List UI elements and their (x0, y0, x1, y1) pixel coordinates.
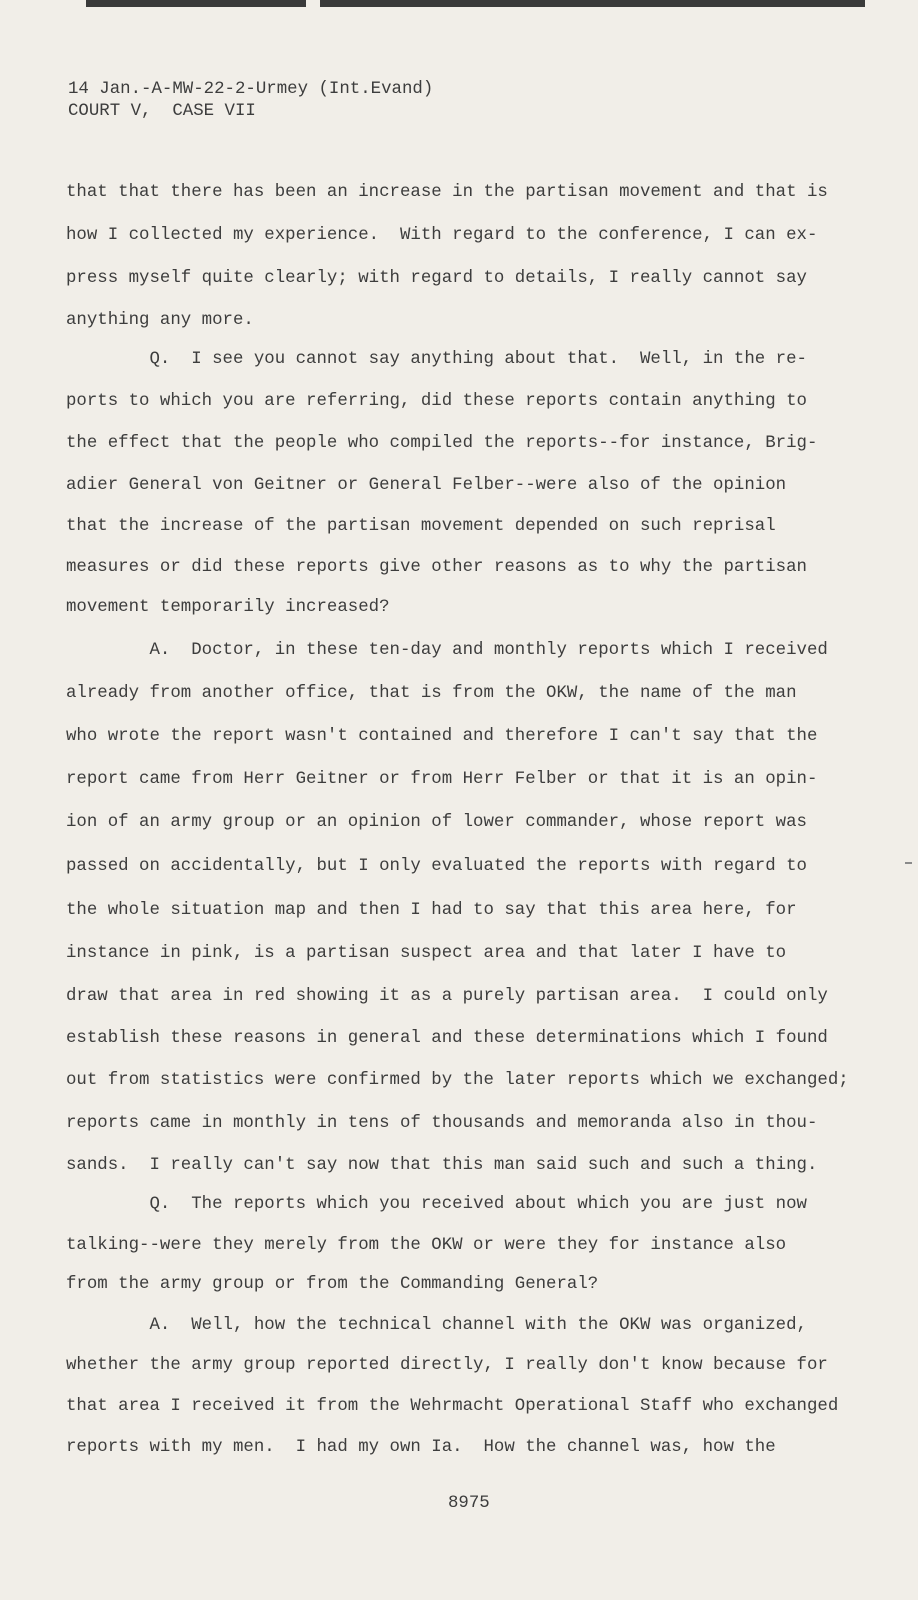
body-line: draw that area in red showing it as a purely partisan area. I could only (66, 987, 828, 1006)
header-line-1: 14 Jan.-A-MW-22-2-Urmey (Int.Evand) (68, 80, 434, 99)
body-line: adier General von Geitner or General Felber--were also of the opinion (66, 476, 787, 495)
body-line: the effect that the people who compiled the reports--for instance, Brig- (66, 434, 818, 453)
body-line: ports to which you are referring, did these reports contain anything to (66, 392, 807, 411)
body-line: that the increase of the partisan movement depended on such reprisal (66, 517, 776, 536)
body-line: that that there has been an increase in the partisan movement and that is (66, 183, 828, 202)
body-line: talking--were they merely from the OKW or were they for instance also (66, 1236, 787, 1255)
page-number: 8975 (448, 1494, 490, 1513)
body-line: A. Doctor, in these ten-day and monthly reports which I received (66, 641, 828, 660)
body-line: passed on accidentally, but I only evaluated the reports with regard to (66, 857, 807, 876)
body-line: sands. I really can't say now that this man said such and such a thing. (66, 1156, 818, 1175)
body-line: whether the army group reported directly, I really don't know because for (66, 1356, 828, 1375)
body-line: reports with my men. I had my own Ia. How the channel was, how the (66, 1438, 776, 1457)
body-line: that area I received it from the Wehrmacht Operational Staff who exchanged (66, 1397, 839, 1416)
body-line: A. Well, how the technical channel with the OKW was organized, (66, 1316, 807, 1335)
body-line: instance in pink, is a partisan suspect area and that later I have to (66, 944, 787, 963)
body-line: report came from Herr Geitner or from Herr Felber or that it is an opin- (66, 770, 818, 789)
body-line: establish these reasons in general and these determinations which I found (66, 1029, 828, 1048)
body-line: anything any more. (66, 311, 254, 330)
scan-edge-mark (86, 0, 306, 7)
body-line: movement temporarily increased? (66, 598, 390, 617)
body-line: press myself quite clearly; with regard to details, I really cannot say (66, 269, 807, 288)
body-line: measures or did these reports give other reasons as to why the partisan (66, 558, 807, 577)
body-line: the whole situation map and then I had to say that this area here, for (66, 901, 797, 920)
body-line: who wrote the report wasn't contained and therefore I can't say that the (66, 727, 818, 746)
scan-edge-mark (320, 0, 865, 7)
margin-mark (905, 862, 912, 864)
body-line: how I collected my experience. With regard to the conference, I can ex- (66, 226, 818, 245)
body-line: Q. I see you cannot say anything about that. Well, in the re- (66, 350, 807, 369)
body-line: already from another office, that is from the OKW, the name of the man (66, 684, 797, 703)
body-line: from the army group or from the Commanding General? (66, 1275, 599, 1294)
body-line: ion of an army group or an opinion of lower commander, whose report was (66, 813, 807, 832)
body-line: Q. The reports which you received about which you are just now (66, 1195, 807, 1214)
header-line-2: COURT V, CASE VII (68, 102, 256, 121)
body-line: reports came in monthly in tens of thousands and memoranda also in thou- (66, 1114, 818, 1133)
body-line: out from statistics were confirmed by the later reports which we exchanged; (66, 1071, 849, 1090)
